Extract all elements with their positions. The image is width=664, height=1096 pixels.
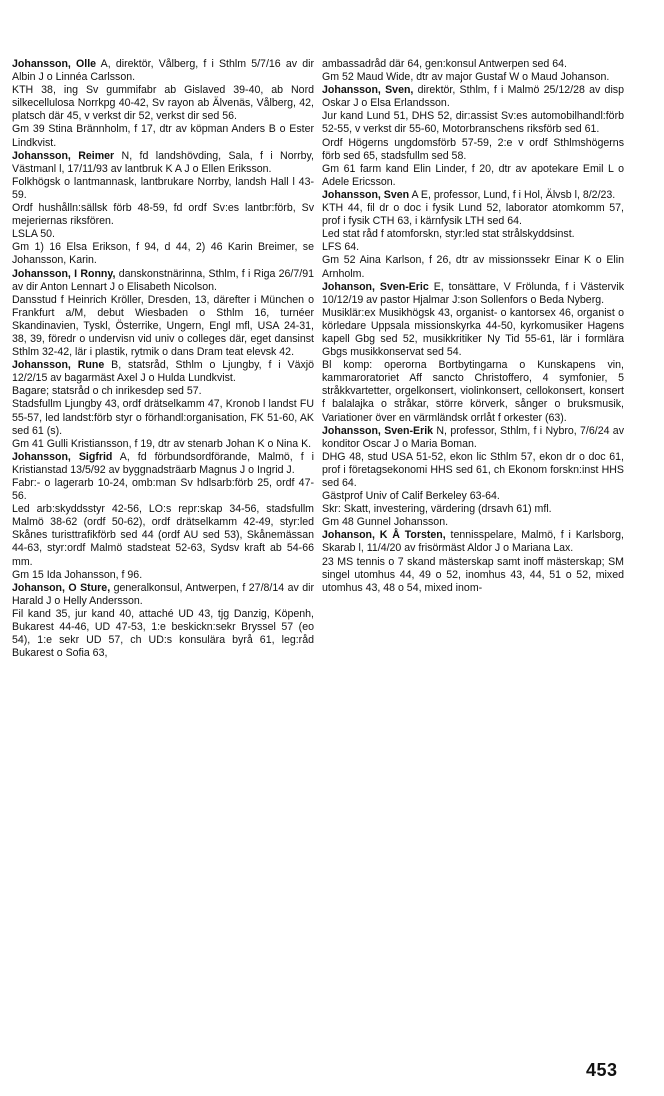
entry-paragraph (12, 84, 314, 123)
entry-text: DHG 48, stud USA 51-52, ekon lic Sthlm 57, ekon dr o doc 61, prof i företagsekonomi HHS sed 61, ch Ekonom forskn:inst HHS sed 64. (322, 450, 624, 489)
entry-paragraph (12, 503, 314, 568)
page-number: 453 (586, 1060, 618, 1080)
person-name: Johansson, Sigfrid (12, 450, 113, 463)
entry-text: Fil kand 35, jur kand 40, attaché UD 43, tjg Danzig, Köpenh, Bukarest 44-46, UD 47-53, 1:e beskickn:sekr Bryssel 57 (eo 54), 1:e sekr UD 57, ch UD:s konsulära byrå 61, leg:råd Bukarest o Sofia 63, (12, 607, 314, 660)
entry-text: Gm 52 Maud Wide, dtr av major Gustaf W o Maud Johanson. (322, 71, 610, 84)
entry-text: Bl komp: operorna Bortbytingarna o Kunskapens vin, kammaroratoriet Aff sancto Christoffero, 4 symfonier, 5 stråkkvartetter, orgelkonsert, violinkonsert, cellokonsert, konsert f balalajka o stråkar, större körverk, sånger o bruksmusik, Variationer över en värmländsk orrlåt f orkester (63). (322, 359, 624, 424)
person-name: Johansson, I Ronny, (12, 267, 116, 280)
entry-text: Stadsfullm Ljungby 43, ordf drätselkamm 47, Kronob l landst FU 55-57, led landst:förb styr o förhandl:organisation, FK 51-60, AK sed 61 (s). (12, 398, 314, 437)
entry-paragraph (12, 438, 314, 451)
entry-paragraph (12, 176, 314, 202)
entry-text: N, fd landshövding, Sala, f i Norrby, Västmanl l, 17/11/93 av lantbruk K A J o Ellen Eriksson. (12, 149, 314, 175)
person-name: Johansson, Reimer (12, 149, 115, 162)
entry-text: Ordf hushålln:sällsk förb 48-59, fd ordf Sv:es lantbr:förb, Sv mejeriernas riksfören. (12, 202, 314, 228)
entry-text: Jur kand Lund 51, DHS 52, dir:assist Sv:es automobilhandl:förb 52-55, v verkst dir 55-60, Motorbranschens riksförb sed 61. (322, 110, 624, 136)
entry-paragraph (12, 477, 314, 503)
entry-paragraph (322, 359, 624, 424)
entry-paragraph (322, 503, 624, 516)
person-name: Johanson, O Sture, (12, 581, 111, 594)
entry-text: Gästprof Univ of Calif Berkeley 63-64. (322, 490, 500, 503)
entry-text: Ordf Högerns ungdomsförb 57-59, 2:e v ordf Sthlmshögerns förb sed 65, stadsfullm sed 58. (322, 136, 624, 162)
entry-paragraph (322, 556, 624, 595)
entry-text: Skr: Skatt, investering, värdering (drsavh 61) mfl. (322, 503, 552, 516)
entry-paragraph (322, 71, 624, 84)
entry-paragraph (12, 294, 314, 359)
entry-paragraph (12, 228, 314, 241)
person-name: Johansson, Sven-Erik (322, 424, 434, 437)
entry-text: KTH 38, ing Sv gummifabr ab Gislaved 39-40, ab Nord silkecellulosa Norrkpg 40-42, Sv rayon ab Älvenäs, Vålberg, 42, platsch där 45, v verkst dir 52, verkst dir sed 56. (12, 84, 314, 123)
entry-heading-paragraph (322, 84, 624, 110)
person-name: Johansson, Olle (12, 58, 97, 70)
entry-paragraph (322, 202, 624, 228)
entry-text: Gm 41 Gulli Kristiansson, f 19, dtr av stenarb Johan K o Nina K. (12, 437, 312, 450)
entry-heading-paragraph (12, 359, 314, 385)
entry-text: LFS 64. (322, 241, 360, 254)
entry-paragraph (12, 569, 314, 582)
entry-paragraph (322, 307, 624, 359)
entry-text: E, tonsättare, V Frölunda, f i Västervik 10/12/19 av pastor Hjalmar J:son Sollenfors o Beda Nyberg. (322, 280, 624, 306)
entry-heading-paragraph (12, 268, 314, 294)
entry-paragraph (12, 123, 314, 149)
entry-paragraph (322, 137, 624, 163)
entry-text: tennisspelare, Malmö, f i Karlsborg, Skarab l, 11/4/20 av frisörmäst Aldor J o Mariana Lax. (322, 529, 624, 555)
entry-text: KTH 44, fil dr o doc i fysik Lund 52, laborator atomkomm 57, prof i fysik CTH 63, i kärnfysik LTH sed 64. (322, 202, 624, 228)
entry-text: ambassadråd där 64, gen:konsul Antwerpen sed 64. (322, 58, 567, 70)
entry-text: A, direktör, Vålberg, f i Sthlm 5/7/16 av dir Albin J o Linnéa Carlsson. (12, 58, 314, 84)
entry-paragraph (322, 110, 624, 136)
entry-text: generalkonsul, Antwerpen, f 27/8/14 av dir Harald J o Helly Andersson. (12, 581, 314, 607)
entry-text: Bagare; statsråd o ch inrikesdep sed 57. (12, 385, 202, 398)
entry-paragraph (12, 398, 314, 437)
entry-text: 23 MS tennis o 7 skand mästerskap samt inoff mästerskap; SM singel utomhus 44, 49 o 52, inomhus 43, 44, 51 o 52, mixed utomhus 43, 48 o 54, mixed inom- (322, 555, 624, 594)
person-name: Johansson, Sven, (322, 84, 414, 97)
entry-text: Gm 15 Ida Johansson, f 96. (12, 568, 143, 581)
entry-text: Gm 39 Stina Brännholm, f 17, dtr av köpman Anders B o Ester Lindkvist. (12, 123, 314, 149)
entry-text: direktör, Sthlm, f i Malmö 25/12/28 av disp Oskar J o Elsa Erlandsson. (322, 84, 624, 110)
entry-text: danskonstnärinna, Sthlm, f i Riga 26/7/91 av dir Anton Lennart J o Elisabeth Nicolson. (12, 267, 314, 293)
entry-text: A E, professor, Lund, f i Hol, Älvsb l, 8/2/23. (409, 188, 616, 201)
entry-text: N, professor, Sthlm, f i Nybro, 7/6/24 av konditor Oscar J o Maria Boman. (322, 424, 624, 450)
entry-heading-paragraph (12, 58, 314, 84)
entry-text: Led arb:skyddsstyr 42-56, LO:s repr:skap 34-56, stadsfullm Malmö 38-62 (ordf 50-62), ordf drätselkamm 42-49, styr:led Skånes turisttrafikförb sed 44 (ordf AU sed 53), Skånemässan 44-63, styr:ordf Malmö stadsteat 52-63, Sydsv kraft ab 54-66 mm. (12, 503, 314, 568)
entry-text: Gm 61 farm kand Elin Linder, f 20, dtr av apotekare Emil L o Adele Ericsson. (322, 162, 624, 188)
entry-text: Folkhögsk o lantmannask, lantbrukare Norrby, landsh Hall l 43-59. (12, 175, 314, 201)
entry-text: Led stat råd f atomforskn, styr:led stat strålskyddsinst. (322, 228, 575, 241)
entry-text: Fabr:- o lagerarb 10-24, omb:man Sv hdlsarb:förb 25, ordf 47-56. (12, 477, 314, 503)
entry-paragraph (322, 241, 624, 254)
person-name: Johanson, K Å Torsten, (322, 529, 446, 542)
entry-paragraph (322, 516, 624, 529)
entry-heading-paragraph (322, 425, 624, 451)
entry-paragraph (12, 608, 314, 660)
entry-text: B, statsråd, Sthlm o Ljungby, f i Växjö 12/2/15 av bagarmäst Axel J o Hulda Lundkvist. (12, 359, 314, 385)
entry-heading-paragraph (12, 582, 314, 608)
entry-text: Gm 48 Gunnel Johansson. (322, 516, 449, 529)
entry-paragraph (12, 241, 314, 267)
entry-paragraph (12, 385, 314, 398)
entry-heading-paragraph (322, 529, 624, 555)
entry-heading-paragraph (12, 150, 314, 176)
entry-paragraph (322, 490, 624, 503)
person-name: Johansson, Rune (12, 359, 105, 372)
entry-paragraph (322, 58, 624, 71)
entry-paragraph (322, 254, 624, 280)
entry-text: LSLA 50. (12, 228, 56, 241)
entry-text: Gm 52 Aina Karlson, f 26, dtr av missionssekr Einar K o Elin Arnholm. (322, 254, 624, 280)
entry-text: Gm 1) 16 Elsa Erikson, f 94, d 44, 2) 46 Karin Breimer, se Johansson, Karin. (12, 241, 314, 267)
entry-heading-paragraph (322, 281, 624, 307)
right-column (322, 58, 624, 1054)
entry-paragraph (12, 202, 314, 228)
entry-paragraph (322, 163, 624, 189)
entry-heading-paragraph (12, 451, 314, 477)
entry-paragraph (322, 451, 624, 490)
entry-heading-paragraph (322, 189, 624, 202)
entry-text: A, fd förbundsordförande, Malmö, f i Kristianstad 13/5/92 av byggnadsträarb Magnus J o Ingrid J. (12, 450, 314, 476)
person-name: Johanson, Sven-Eric (322, 280, 429, 293)
person-name: Johansson, Sven (322, 188, 410, 201)
entry-paragraph (322, 228, 624, 241)
entry-text: Musiklär:ex Musikhögsk 43, organist- o kantorsex 46, organist o körledare Uppsala missionskyrka 44-50, kyrkomusiker Hagens kapell Gbg sed 52, musikkritiker Ny Tid 55-61, lär i formlära Gbgs musikkonservat sed 54. (322, 306, 624, 359)
left-column (12, 58, 314, 1054)
entry-text: Dansstud f Heinrich Kröller, Dresden, 13, därefter i München o Frankfurt a/M, debut Wiesbaden o Sthlm 16, turnéer Skandinavien, Tyskl, Österrike, Ungern, Engl mfl, USA 24-31, 38, 39, föredr o undervisn vid univ o colleges där, eget dansinst Sthlm 32-42, lär i plastik, rytmik o dans Dram teat elevsk 42. (12, 293, 314, 359)
